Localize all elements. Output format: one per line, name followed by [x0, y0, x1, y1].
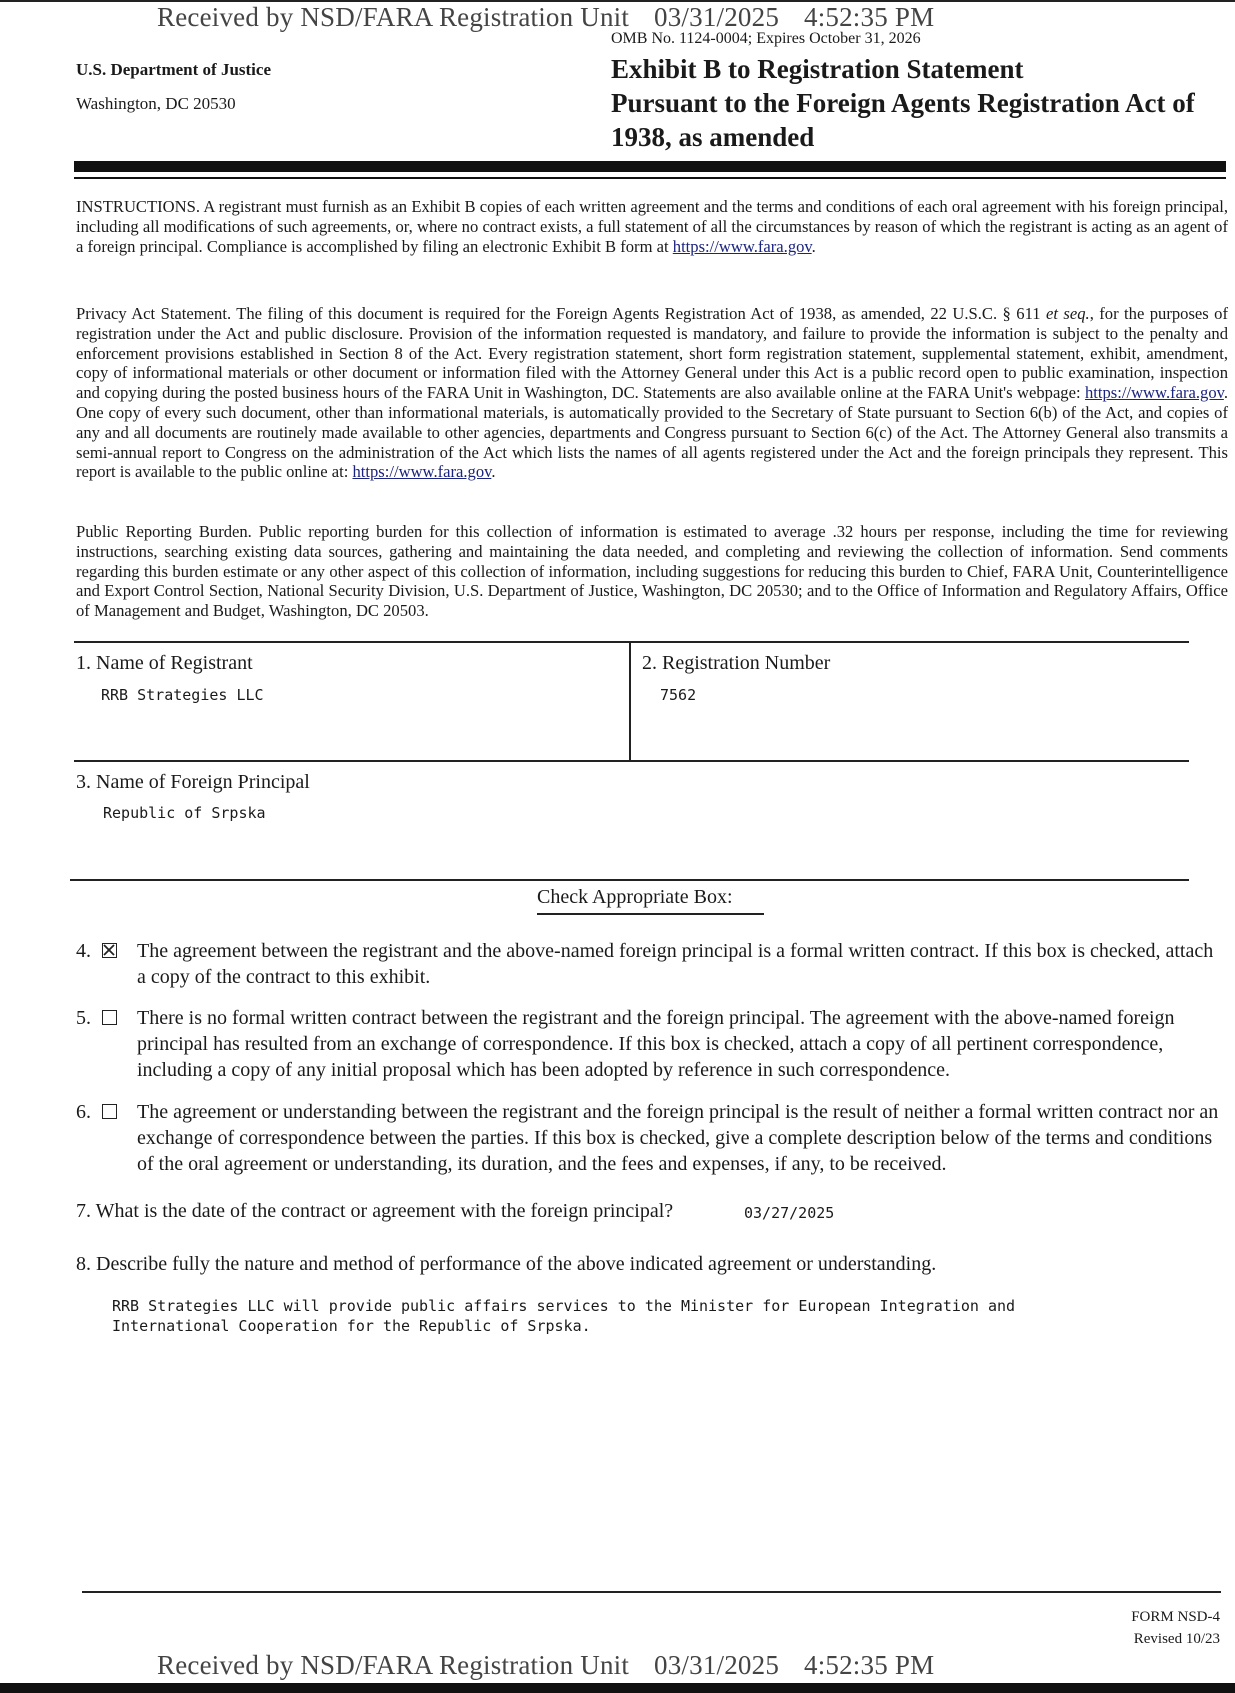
item-number: 6.	[76, 1101, 91, 1123]
stamp-date: 03/31/2025	[654, 1650, 780, 1680]
registration-number-label: 2. Registration Number	[642, 652, 831, 674]
form-title-line-3: 1938, as amended	[611, 122, 815, 152]
checkbox-checked[interactable]	[102, 943, 117, 958]
stamp-time: 4:52:35 PM	[804, 1650, 935, 1680]
received-stamp-bottom	[157, 1650, 934, 1681]
received-stamp-top	[157, 2, 934, 33]
fara-link[interactable]: https://www.fara.gov	[352, 462, 492, 482]
form-revision: Revised 10/23	[1133, 1631, 1220, 1647]
registrant-name-value: RRB Strategies LLC	[101, 686, 264, 704]
check-item-5	[76, 1005, 1226, 1083]
item-number: 4.	[76, 940, 91, 962]
checkbox-unchecked[interactable]	[102, 1104, 117, 1119]
privacy-et-seq: et seq.	[1046, 304, 1090, 323]
page-bottom-edge	[0, 1683, 1235, 1693]
check-item-6	[76, 1099, 1226, 1177]
form-title-line-2: Pursuant to the Foreign Agents Registration Act of	[611, 88, 1195, 118]
foreign-principal-value: Republic of Srpska	[103, 804, 266, 822]
checkbox-unchecked[interactable]	[102, 1010, 117, 1025]
registrant-name-label: 1. Name of Registrant	[76, 652, 253, 674]
footer-rule	[82, 1591, 1221, 1593]
form-title-line-1: Exhibit B to Registration Statement	[611, 54, 1024, 84]
reporting-burden-paragraph	[76, 522, 1228, 621]
check-box-heading-underline	[537, 913, 764, 915]
contract-date-value: 03/27/2025	[744, 1204, 835, 1222]
privacy-text-2: , for the purposes of registration under the Act and public disclosure. Provision of the information requested is mandatory, and failure to provide the information is subject to the penalty and enforcement provisions established in Section 8 of the Act. Every registration statement, short form registration statement, supplemental statement, exhibit, amendment, copy of informational materials or other document or information filed with the Attorney General under this Act is a public record open to public examination, inspection and copying during the posted business hours of the FARA Unit in Washington, DC. Statements are also available online at the FARA Unit's webpage:	[76, 304, 1228, 403]
header-rule-thin	[74, 177, 1226, 179]
contract-date-question: 7. What is the date of the contract or agreement with the foreign principal?	[76, 1200, 674, 1222]
item-number: 5.	[76, 1007, 91, 1029]
privacy-tail: .	[491, 462, 496, 482]
omb-number: OMB No. 1124-0004; Expires October 31, 2026	[611, 30, 921, 47]
stamp-label: Received by NSD/FARA Registration Unit	[157, 2, 630, 32]
stamp-date: 03/31/2025	[654, 2, 780, 32]
foreign-principal-label: 3. Name of Foreign Principal	[76, 771, 310, 793]
stamp-time: 4:52:35 PM	[804, 2, 935, 32]
agreement-description-question: 8. Describe fully the nature and method of performance of the above indicated agreement or understanding.	[76, 1253, 937, 1275]
fara-link[interactable]: https://www.fara.gov	[672, 236, 812, 256]
form-title	[611, 52, 1231, 154]
form-code	[1100, 1606, 1220, 1650]
privacy-act-paragraph	[76, 304, 1228, 482]
check-box-heading: Check Appropriate Box:	[537, 886, 733, 908]
check-item-4	[76, 938, 1226, 990]
form-number: FORM NSD-4	[1131, 1609, 1220, 1625]
fields-divider	[629, 641, 631, 762]
privacy-text-3: . One copy of every such document, other than informational materials, is automatically provided to the Secretary of State pursuant to Section 6(b) of the Act, and copies of any and all documents are routinely made available to other agencies, departments and Congress pursuant to Section 6(c) of the Act. The Attorney General also transmits a semi-annual report to Congress on the administration of the Act which lists the names of all agents registered under the Act and the foreign principals they represent. This report is available to the public online at:	[76, 383, 1228, 482]
instructions-paragraph	[76, 197, 1228, 256]
registration-number-value: 7562	[660, 686, 697, 704]
privacy-text-1: Privacy Act Statement. The filing of this document is required for the Foreign Agents Registration Act of 1938, as amended, 22 U.S.C. § 611	[76, 304, 1046, 323]
stamp-label: Received by NSD/FARA Registration Unit	[157, 1650, 630, 1680]
instructions-text: INSTRUCTIONS. A registrant must furnish as an Exhibit B copies of each written agreement and the terms and conditions of each oral agreement with his foreign principal, including all modifications of such agreements, or, where no contract exists, a full statement of all the circumstances by reason of which the registrant is acting as an agent of a foreign principal. Compliance is accomplished by filing an electronic Exhibit B form at	[76, 197, 1228, 256]
item-text: The agreement between the registrant and the above-named foreign principal is a formal written contract. If this box is checked, attach a copy of the contract to this exhibit.	[137, 940, 1214, 988]
department-address: Washington, DC 20530	[76, 94, 236, 113]
agreement-description-answer: RRB Strategies LLC will provide public affairs services to the Minister for European Integration and International Cooperation for the Republic of Srpska.	[112, 1297, 1016, 1335]
item-text: There is no formal written contract between the registrant and the foreign principal. The agreement with the above-named foreign principal has resulted from an exchange of correspondence. If this box is checked, attach a copy of all pertinent correspondence, including a copy of any initial proposal which has been adopted by reference in such correspondence.	[137, 1007, 1175, 1081]
instructions-tail: .	[811, 236, 816, 256]
department-name: U.S. Department of Justice	[76, 60, 271, 79]
fields-bottom-rule	[70, 879, 1189, 881]
item-text: The agreement or understanding between the registrant and the foreign principal is the result of neither a formal written contract nor an exchange of correspondence between the parties. If this box is checked, give a complete description below of the terms and conditions of the oral agreement or understanding, its duration, and the fees and expenses, if any, to be received.	[137, 1101, 1219, 1175]
checkmark-x-icon	[103, 944, 115, 956]
fara-link[interactable]: https://www.fara.gov	[1084, 383, 1224, 403]
burden-text: Public Reporting Burden. Public reporting burden for this collection of information is estimated to average .32 hours per response, including the time for reviewing instructions, searching existing data sources, gathering and maintaining the data needed, and completing and reviewing the collection of information. Send comments regarding this burden estimate or any other aspect of this collection of information, including suggestions for reducing this burden to Chief, FARA Unit, Counterintelligence and Export Control Section, National Security Division, U.S. Department of Justice, Washington, DC 20530; and to the Office of Information and Regulatory Affairs, Office of Management and Budget, Washington, DC 20503.	[76, 522, 1228, 621]
fields-top-rule	[74, 641, 1189, 643]
fields-middle-rule	[74, 760, 1189, 762]
header-rule-thick	[74, 161, 1226, 172]
